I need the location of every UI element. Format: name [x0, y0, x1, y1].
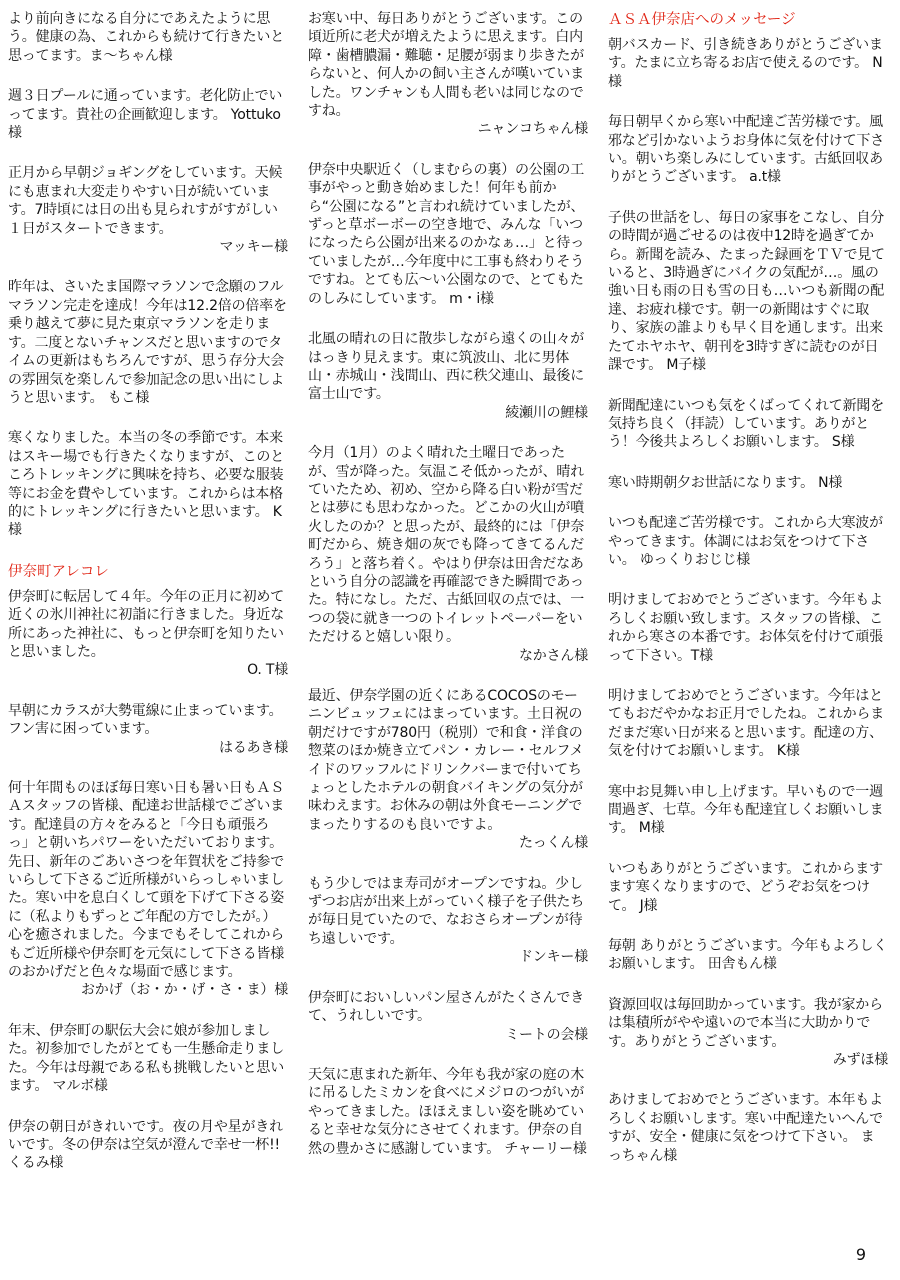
- reader-message: [608, 783, 888, 838]
- sender-name: おかげ（お・か・げ・さ・ま）様: [81, 982, 288, 999]
- message-text: 伊奈町に転居して４年。今年の正月に初めて近くの氷川神社に初詣に行きました。身近な所にあった神社に、もっと伊奈町を知りたいと思いました。: [8, 588, 284, 660]
- message-text: 寒くなりました。本当の冬の季節です。本来はスキー場でも行きたくなりますが、このところトレッキングに興味を持ち、必要な服装等にお金を費やしています。これからは本格的にトレッキングに行きたいと思います。 K様: [8, 430, 284, 539]
- message-text: 明けましておめでとうございます。今年はとてもおだやかなお正月でしたね。これからまだまだ寒い日が来ると思います。配達の方、気を付けてお願いします。 K様: [608, 687, 884, 760]
- message-text: 最近、伊奈学園の近くにあるCOCOSのモーニンビュッフェにはまっています。土日祝の朝だけですが780円（税別）で和食・洋食の惣菜のほか焼き立てパン・カレー・セルフメイドのワッフルにドリンクバーまで付いてちょっとしたホテルの朝食バイキングの気分が味わえます。お休みの朝は外食モーニングでまったりするのも良いですよ。: [308, 688, 584, 833]
- reader-message: [608, 514, 888, 569]
- message-text: 天気に恵まれた新年、今年も我が家の庭の木に吊るしたミカンを食べにメジロのつがいがやってきました。ほほえましい姿を眺めていると幸せな気分にさせてくれます。伊奈の自然の豊かさに感謝しています。 チャーリー様: [308, 1066, 587, 1157]
- reader-message: [608, 687, 888, 761]
- reader-message: [308, 875, 588, 967]
- message-text: 年末、伊奈町の駅伝大会に娘が参加しました。初参加でしたがとても一生懸命走りました。今年は母親である私も挑戦したいと思います。 マルボ様: [8, 1022, 284, 1095]
- reader-message: [8, 10, 288, 65]
- reader-message: [308, 687, 588, 853]
- sender-name: はるあき様: [219, 739, 288, 756]
- reader-message: [608, 397, 888, 452]
- reader-message: [8, 588, 288, 680]
- reader-message: [8, 779, 288, 1000]
- sender-name: ニャンコちゃん様: [477, 121, 588, 138]
- reader-message: [608, 937, 888, 974]
- message-text: 毎日朝早くから寒い中配達ご苦労様です。風邪など引かないようお身体に気を付けて下さい。朝いち楽しみにしています。古紙回収ありがとうございます。 a.t様: [608, 114, 884, 186]
- message-text: 伊奈中央駅近く（しまむらの裏）の公園の工事がやっと動き始めました！何年も前から“公園になる”と言われ続けていましたが、ずっと草ボーボーの空き地で、みんな「いつになったら公園が出来るのかなぁ…」と待っていましたが…今年度中に工事も終わりそうですね。とても広〜い公園なので、とてもたのしみにしています。 m・i様: [308, 161, 585, 307]
- reader-message: [8, 87, 288, 142]
- message-text: 伊奈町においしいパン屋さんがたくさんできて、うれしいです。: [308, 989, 584, 1025]
- reader-message: [608, 996, 888, 1070]
- message-text: 北風の晴れの日に散歩しながら遠くの山々がはっきり見えます。東に筑波山、北に男体山・赤城山・浅間山、西に秩父連山、最後に富士山です。: [308, 331, 584, 403]
- reader-message: [8, 1022, 288, 1096]
- message-text: 今月（1月）のよく晴れた土曜日であったが、雪が降った。気温こそ低かったが、晴れていたため、初め、空から降る白い粉が雪だとは夢にも思わなかった。どこかの火山が噴火したのか？と思ったが、最終的には「伊奈町だから、焼き畑の灰でも降ってきてるんだろう」と落ち着く。やはり伊奈は田舎だなあという自分の認識を再確認できた瞬間であった。特になし。ただ、古紙回収の点では、一つの袋に就き一つのトイレットペーパーをいただけると嬉しい限り。: [308, 445, 584, 646]
- message-text: 子供の世話をし、毎日の家事をこなし、自分の時間が過ごせるのは夜中12時を過ぎてから。新聞を読み、たまった録画をＴＶで見ていると、3時過ぎにバイクの気配が…。風の強い日も雨の日も雪の日も…いつも新聞の配達、お疲れ様です。朝一の新聞はすぐに取り、家族の誰よりも早く目を通します。出来たてホヤホヤ、朝刊を3時すぎに読むのが日課です。 M子様: [608, 209, 885, 374]
- reader-message: [608, 591, 888, 665]
- message-text: 明けましておめでとうございます。今年もよろしくお願い致します。スタッフの皆様、これから寒さの本番です。お体気を付けて頑張って下さい。T様: [608, 592, 883, 664]
- message-text: 正月から早朝ジョギングをしています。天候にも恵まれ大変走りやすい日が続いています。7時頃には日の出も見られすがすがしい１日がスタートできます。: [8, 165, 283, 237]
- message-text: 何十年間ものほぼ毎日寒い日も暑い日もＡＳＡスタッフの皆様、配達お世話様でございます。配達員の方々をみると「今日も頑張ろっ」と朝いちパワーをいただいております。先日、新年のごあいさつを年賀状をご持参でいらして下さるご近所様がいらっしゃいました。寒い中を息白くして頭を下げて下さる姿に（私よりもずっとご年配の方でしたが。）心を癒されました。今までもそしてこれからもご近所様や伊奈町を元気にして下さる皆様のおかげだと色々な場面で感じます。: [8, 780, 284, 981]
- message-text: 早朝にカラスが大勢電線に止まっています。フン害に困っています。: [8, 702, 283, 738]
- column-middle: [308, 10, 588, 1180]
- section-heading: 伊奈町アレコレ: [8, 563, 109, 580]
- reader-message: [608, 113, 888, 187]
- message-text: より前向きになる自分にであえたように思う。健康の為、これからも続けて行きたいと思ってます。ま〜ちゃん様: [8, 11, 284, 64]
- reader-message: [608, 209, 888, 375]
- message-text: 寒中お見舞い申し上げます。早いもので一週間過ぎ、七草。今年も配達宜しくお願いします。 M様: [608, 783, 884, 837]
- message-text: お寒い中、毎日ありがとうございます。この頃近所に老犬が増えたように思えます。白内障・歯槽膿漏・難聴・足腰が弱まり歩きたがらないと、何人かの飼い主さんが嘆いていました。ワンチャンも人間も老いは同じなのですね。: [308, 11, 584, 120]
- message-text: 伊奈の朝日がきれいです。夜の月や星がきれいです。冬の伊奈は空気が澄んで幸せ一杯!! くるみ様: [8, 1118, 283, 1172]
- reader-message: [608, 36, 888, 91]
- reader-message: [308, 161, 588, 308]
- column-right: [608, 10, 888, 1187]
- reader-message: [308, 10, 588, 139]
- message-text: 昨年は、さいたま国際マラソンで念願のフルマラソン完走を達成！今年は12.2倍の倍率を乗り越えて夢に見た東京マラソンを走ります。二度とないチャンスだと思いますのでタイムの更新はもちろんですが、思う存分大会の雰囲気を楽しんで参加記念の思い出にしようと思います。 もこ様: [8, 279, 287, 406]
- sender-name: ミートの会様: [505, 1026, 588, 1043]
- sender-name: みずほ様: [832, 1052, 888, 1069]
- message-text: 朝バスカード、引き続きありがとうございます。たまに立ち寄るお店で使えるのです。 N様: [608, 37, 883, 90]
- sender-name: たっくん様: [519, 835, 588, 852]
- message-text: 毎朝 ありがとうございます。今年もよろしくお願いします。 田舎もん様: [608, 938, 888, 973]
- reader-message: [8, 1118, 288, 1173]
- reader-message: [608, 860, 888, 915]
- sender-name: マッキー様: [219, 239, 288, 256]
- reader-message: [308, 444, 588, 665]
- column-left: [8, 10, 288, 1195]
- sender-name: 綾瀬川の鯉様: [505, 404, 588, 421]
- message-text: あけましておめでとうございます。本年もよろしくお願いします。寒い中配達たいへんですが、安全・健康に気をつけて下さい。 まっちゃん様: [608, 1092, 883, 1164]
- message-text: 寒い時期朝夕お世話になります。 N様: [608, 474, 843, 491]
- sender-name: なかさん様: [519, 647, 588, 664]
- reader-message: [308, 989, 588, 1044]
- page-number: 9: [855, 1245, 866, 1264]
- reader-message: [608, 1091, 888, 1165]
- reader-message: [8, 278, 288, 407]
- message-text: 資源回収は毎回助かっています。我が家からは集積所がやや遠いので本当に大助かりです。ありがとうございます。: [608, 996, 883, 1050]
- reader-message: [308, 1066, 588, 1158]
- message-text: いつも配達ご苦労様です。これから大寒波がやってきます。体調にはお気をつけて下さい。 ゆっくりおじじ様: [608, 515, 883, 568]
- message-text: もう少しではま寿司がオープンですね。少しずつお店が出来上がっていく様子を子供たちが毎日見ていたので、なおさらオープンが待ち遠しいです。: [308, 875, 584, 947]
- reader-message: [308, 330, 588, 422]
- message-text: 新聞配達にいつも気をくばってくれて新聞を気持ち良く（拝読）しています。ありがとう！今後共よろしくお願いします。 S様: [608, 397, 884, 451]
- reader-message: [8, 702, 288, 757]
- reader-message: [8, 164, 288, 256]
- reader-message: [608, 474, 888, 492]
- message-text: いつもありがとうございます。これからますます寒くなりますので、どうぞお気をつけて。 J様: [608, 860, 883, 914]
- sender-name: O. T様: [247, 662, 288, 679]
- reader-message: [8, 429, 288, 539]
- section-heading: ＡＳＡ伊奈店へのメッセージ: [608, 12, 796, 28]
- message-text: 週３日プールに通っています。老化防止でいってます。貴社の企画歓迎します。 Yottuko様: [8, 88, 283, 142]
- sender-name: ドンキー様: [519, 949, 588, 966]
